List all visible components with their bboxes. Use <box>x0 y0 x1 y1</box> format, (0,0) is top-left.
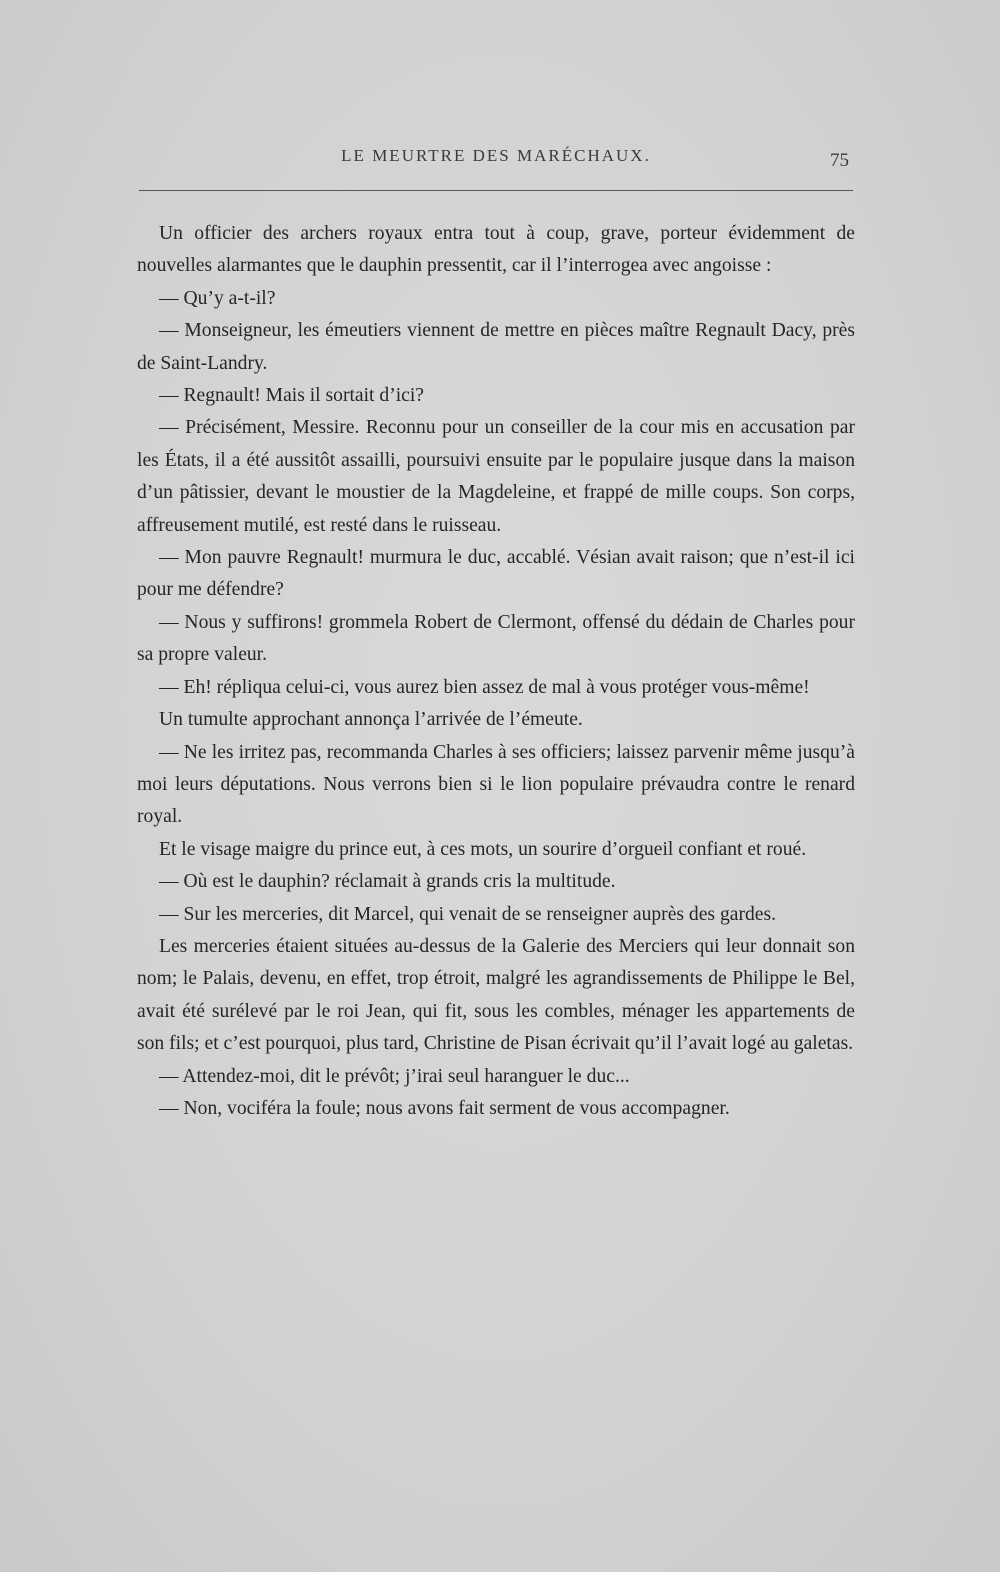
paragraph: Un tumulte approchant annonça l’arrivée de l’émeute. <box>159 709 583 731</box>
paragraph: Et le visage maigre du prince eut, à ces mots, un sourire d’orgueil confiant et roué. <box>159 838 807 860</box>
paragraph: — Sur les merceries, dit Marcel, qui venait de se renseigner auprès des gardes. <box>159 903 776 925</box>
running-title: LE MEURTRE DES MARÉCHAUX. <box>341 146 651 165</box>
paragraph: — Nous y suffirons! grommela Robert de Clermont, offensé du dédain de Charles pour sa propre valeur. <box>137 611 855 666</box>
paragraph: — Précisément, Messire. Reconnu pour un conseiller de la cour mis en accusation par les États, il a été aussitôt assailli, poursuivi ensuite par le populaire jusque dans la maison d’un pâtissier, devant le moustier de la Magdeleine, et frappé de mille coups. Son corps, affreusement mutilé, est resté dans le ruisseau. <box>137 417 855 536</box>
paragraph: — Monseigneur, les émeutiers viennent de mettre en pièces maître Regnault Dacy, près de Saint-Landry. <box>137 320 855 374</box>
paragraph: Un officier des archers royaux entra tout à coup, grave, porteur évidemment de nouvelles alarmantes que le dauphin pressentit, car il l’interrogea avec angoisse : <box>137 223 855 277</box>
paragraph: — Attendez-moi, dit le prévôt; j’irai seul haranguer le duc... <box>159 1065 630 1087</box>
body-text <box>137 218 855 1125</box>
paragraph: — Non, vociféra la foule; nous avons fait serment de vous accompagner. <box>159 1097 730 1119</box>
paragraph: — Où est le dauphin? réclamait à grands cris la multitude. <box>159 871 616 893</box>
paragraph: — Qu’y a-t-il? <box>159 287 276 309</box>
paragraph: — Ne les irritez pas, recommanda Charles à ses officiers; laissez parvenir même jusqu’à moi leurs députations. Nous verrons bien si le lion populaire prévaudra contre le renard royal. <box>137 741 855 828</box>
header-rule <box>139 190 853 191</box>
paragraph: — Mon pauvre Regnault! murmura le duc, accablé. Vésian avait raison; que n’est-il ici pour me défendre? <box>137 547 855 601</box>
paragraph: — Eh! répliqua celui-ci, vous aurez bien assez de mal à vous protéger vous-même! <box>159 676 810 698</box>
paragraph: Les merceries étaient situées au-dessus de la Galerie des Merciers qui leur donnait son nom; le Palais, devenu, en effet, trop étroit, malgré les agrandissements de Philippe le Bel, avait été surélevé par le roi Jean, qui fit, sous les combles, ménager les appartements de son fils; et c’est pourquoi, plus tard, Christine de Pisan écrivait qu’il l’avait logé au galetas. <box>137 935 855 1055</box>
page-number: 75 <box>830 150 849 171</box>
paragraph: — Regnault! Mais il sortait d’ici? <box>159 385 425 407</box>
running-head <box>137 146 855 176</box>
